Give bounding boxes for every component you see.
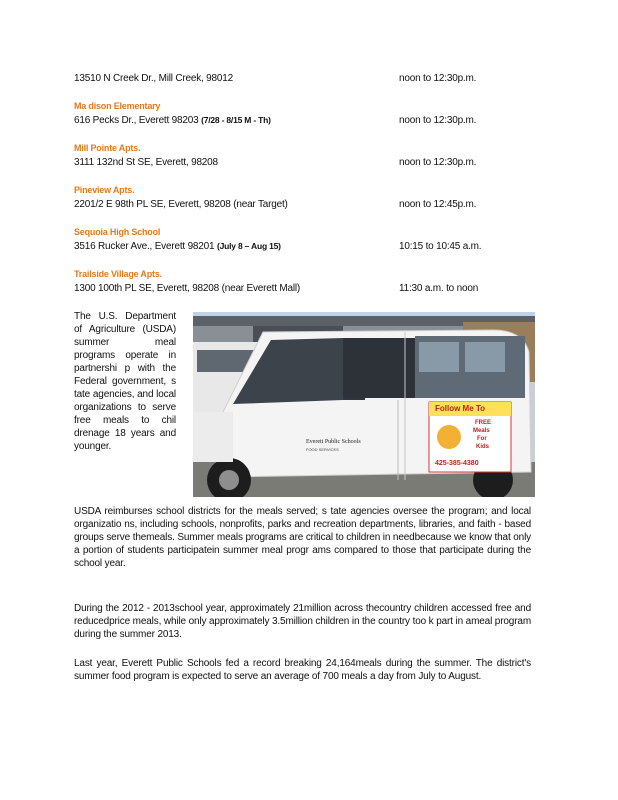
intro-paragraph: The U.S. Department of Agriculture (USDA) summer meal programs operate in partnershi p with the Federal government, s tate agencies, and local organizations to serve free meals to chil drenage 18 years and younger. xyxy=(74,311,176,452)
site-time: noon to 12:30p.m. xyxy=(399,115,477,126)
site-name: Sequoia High School xyxy=(74,227,161,237)
door-logo-text: Everett Public Schools xyxy=(306,439,361,445)
sign-free: FREE xyxy=(475,420,492,426)
paragraph-everett: Last year, Everett Public Schools fed a record breaking 24,164meals during the summer. The district's summer food program is expected to serve an average of 700 meals a day from July to August. xyxy=(74,658,531,682)
sign-headline: Follow Me To xyxy=(435,404,486,413)
sign-phone: 425-385-4380 xyxy=(435,460,479,467)
site-dates: (July 8 – Aug 15) xyxy=(216,241,281,251)
door-logo-subtext: FOOD SERVICES xyxy=(306,447,339,452)
paragraph-usda: USDA reimburses school districts for the meals served; s tate agencies oversee the program; and local organizatio ns, including schools, nonprofits, parks and recreation departments, libraries, and faith - based groups serve themeals. Summer meals programs are critical to children in needbecause we know that only a portion of students participatein summer meal progr ams compared to those that participate during the school year. xyxy=(74,506,531,569)
paragraph-statistics: During the 2012 - 2013school year, approximately 21million across thecountry children accessed free and reducedprice meals, while only approximately 3.5million children in the country too k part in ameal program during the summer 2013. xyxy=(74,603,531,640)
site-time: 11:30 a.m. to noon xyxy=(399,283,479,294)
sign-kids: Kids xyxy=(476,444,490,450)
site-time: noon to 12:30p.m. xyxy=(399,73,477,84)
site-address: 3111 132nd St SE, Everett, 98208 xyxy=(74,157,218,168)
sign-for: For xyxy=(477,436,487,442)
meal-van-photo xyxy=(193,312,535,497)
site-address: 1300 100th PL SE, Everett, 98208 (near Everett Mall) xyxy=(74,283,301,294)
site-name: Ma dison Elementary xyxy=(74,101,161,111)
site-address: 3516 Rucker Ave., Everett 98201 (July 8 – Aug 15) xyxy=(74,241,281,252)
site-name: Trailside Village Apts. xyxy=(74,269,162,279)
site-time: 10:15 to 10:45 a.m. xyxy=(399,241,482,252)
site-name: Mill Pointe Apts. xyxy=(74,143,141,153)
site-name: Pineview Apts. xyxy=(74,185,135,195)
site-address: 13510 N Creek Dr., Mill Creek, 98012 xyxy=(74,73,233,84)
site-address: 2201/2 E 98th PL SE, Everett, 98208 (near Target) xyxy=(74,199,288,210)
site-address: 616 Pecks Dr., Everett 98203 (7/28 - 8/15 M - Th) xyxy=(74,115,271,126)
site-time: noon to 12:30p.m. xyxy=(399,157,477,168)
site-time: noon to 12:45p.m. xyxy=(399,199,477,210)
sign-meals: Meals xyxy=(473,428,490,434)
site-dates: (7/28 - 8/15 M - Th) xyxy=(201,115,271,125)
